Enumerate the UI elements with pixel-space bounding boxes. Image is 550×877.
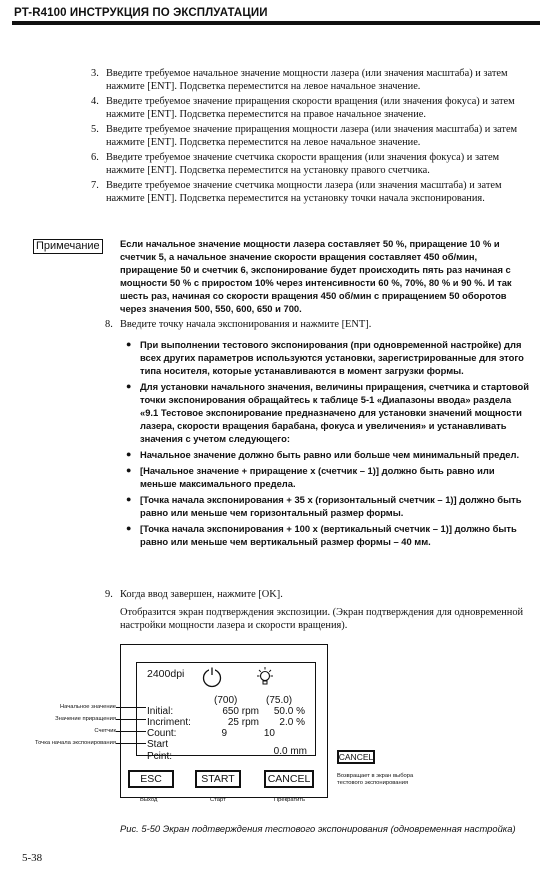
cancel-caption: Прекратить <box>274 797 306 803</box>
step-item <box>105 318 540 331</box>
cancel-key-icon: CANCEL <box>338 752 374 762</box>
resolution-label: 2400dpi <box>147 668 185 680</box>
bullet-text: [Начальное значение + приращение x (счетчик – 1)] должно быть равно или меньше максимального предела. <box>140 465 495 489</box>
step-number: 8. <box>105 319 113 330</box>
bullet-item <box>126 448 532 461</box>
cancel-button[interactable]: CANCEL <box>264 770 314 788</box>
initial-label: Начальное значение <box>59 704 116 710</box>
step-text: Введите требуемое начальное значение мощности лазера (или значения масштаба) и затем нажмите [ENT]. Подсветка переместится на левое начальное значение. <box>106 68 508 92</box>
step-number: 6. <box>91 152 99 164</box>
step-subtext: Отобразится экран подтверждения экспозиции. (Экран подтверждения для одновременной настройки мощности лазера и скорости вращения). <box>120 607 524 631</box>
step-number: 7. <box>91 180 99 192</box>
power-value[interactable]: 10 <box>263 728 275 739</box>
step-number: 5. <box>91 124 99 136</box>
esc-button[interactable]: ESC <box>128 770 174 788</box>
note-text: Если начальное значение мощности лазера составляет 50 %, приращение 10 % и счетчик 5, а начальное значение скорости вращения составляет 450 об/мин, приращение 50 и счетчик 6, экспонирование будет происходить пять раз начиная с мощности 50 % с приростом 10% через интенсивности 60 %, 70%, 80 % и 90 %. И так шесть раз, начиная со скорости вращения 450 об/мин с приращением 50 оборотов через значения 500, 550, 600, 650 и 700. <box>120 238 512 314</box>
bullet-icon: ● <box>126 381 132 391</box>
bullet-icon: ● <box>126 523 132 533</box>
confirmation-screen <box>136 662 316 762</box>
step-item <box>91 152 536 178</box>
row-label: Initial: <box>147 706 174 717</box>
leader-line <box>116 719 146 720</box>
note-label: Примечание <box>33 239 103 254</box>
bullet-icon: ● <box>126 339 132 349</box>
page-number: 5-38 <box>22 852 43 864</box>
step-text: Введите требуемое значение приращения мощности лазера (или значения масштаба) и затем нажмите [ENT]. Подсветка переместится на левое начальное значение. <box>106 124 518 148</box>
step-item <box>91 180 536 206</box>
step-number: 3. <box>91 68 99 79</box>
bullet-item <box>126 493 532 519</box>
esc-caption: Выход <box>140 797 158 803</box>
start-point-value[interactable]: 0.0 mm <box>273 746 307 757</box>
bullet-icon: ● <box>126 449 132 459</box>
page-header-title: PT-R4100 ИНСТРУКЦИЯ ПО ЭКСПЛУАТАЦИИ <box>14 7 268 19</box>
increment-label: Значение приращения <box>55 716 116 722</box>
bullet-item <box>126 380 532 445</box>
start-button[interactable]: START <box>195 770 241 788</box>
step-text: Введите требуемое значение счетчика мощности лазера (или значения масштаба) и затем нажмите [ENT]. Подсветка переместится на установку точки начала экспонирования. <box>106 180 502 205</box>
leader-line <box>116 707 146 708</box>
header-rule <box>12 21 540 25</box>
step-number: 9. <box>105 589 113 600</box>
bullet-icon: ● <box>126 494 132 504</box>
step-item <box>91 124 536 150</box>
speed-value[interactable]: 25 rpm <box>227 717 259 728</box>
speed-max-value: (700) <box>214 695 238 706</box>
power-value[interactable]: 50.0 % <box>273 706 305 717</box>
leader-line <box>116 731 146 732</box>
step-text: Введите требуемое значение счетчика скорости вращения (или значения фокуса) и затем нажмите [ENT]. Подсветка переместится на установку правого счетчика. <box>106 152 500 177</box>
speed-value[interactable]: 650 rpm <box>222 706 259 717</box>
step-text: Когда ввод завершен, нажмите [OK]. <box>120 589 283 600</box>
bullet-text: Для установки начального значения, величины приращения, счетчика и стартовой точки экспонирования обращайтесь к таблице 5-1 «Диапазоны ввода» раздела «9.1 Тестовое экспонирование предназначено для установки значений мощности лазера, скорости вращения барабана, фокуса и увеличения» и устанавливать значения с учетом следующего: <box>140 381 530 444</box>
power-max-value: (75.0) <box>266 695 293 706</box>
leader-line <box>116 743 146 744</box>
speed-value[interactable]: 9 <box>221 728 227 739</box>
count-label: Счетчик <box>94 728 116 734</box>
power-value[interactable]: 2.0 % <box>279 717 305 728</box>
steps-list <box>91 68 536 208</box>
bullet-item <box>126 522 532 548</box>
figure-caption: Рис. 5-50 Экран подтверждения тестового экспонирования (одновременная настройка) <box>120 823 516 834</box>
bullet-text: Начальное значение должно быть равно или больше чем минимальный предел. <box>140 449 520 460</box>
step-item <box>91 68 536 94</box>
start-caption: Старт <box>210 797 226 803</box>
bullet-item <box>126 464 532 490</box>
bullet-list <box>126 338 532 551</box>
row-label: Start Pcint: <box>147 739 173 762</box>
bullet-icon: ● <box>126 465 132 475</box>
row-label: Count: <box>147 728 177 739</box>
cancel-note-line2: тестового экспонирования <box>337 780 409 786</box>
light-bulb-icon <box>254 666 276 691</box>
cancel-note-line1: Возвращает в экран выбора <box>337 773 414 779</box>
bullet-text: [Точка начала экспонирования + 100 x (вертикальный счетчик – 1)] должно быть равно или меньше чем вертикальный размер формы – 40 мм. <box>140 523 517 547</box>
row-label: Incriment: <box>147 717 191 728</box>
step-text: Введите требуемое значение приращения скорости вращения (или значения фокуса) и затем нажмите [ENT]. Подсветка переместится на правое начальное значение. <box>106 96 515 120</box>
step-text: Введите точку начала экспонирования и нажмите [ENT]. <box>120 319 372 330</box>
bullet-text: [Точка начала экспонирования + 35 x (горизонтальный счетчик – 1)] должно быть равно или меньше чем горизонтальный размер формы. <box>140 494 522 518</box>
step-number: 4. <box>91 96 99 108</box>
start-point-label: Точка начала экспонирования <box>35 740 116 746</box>
bullet-text: При выполнении тестового экспонирования (при одновременной настройке) для всех других параметров используются установки, зарегистрированные для этого типа носителя, которые устанавливаются в момент загрузки формы. <box>140 339 524 376</box>
bullet-item <box>126 338 532 377</box>
laser-power-icon <box>201 666 223 691</box>
step-item <box>91 96 536 122</box>
step-item <box>105 588 540 601</box>
